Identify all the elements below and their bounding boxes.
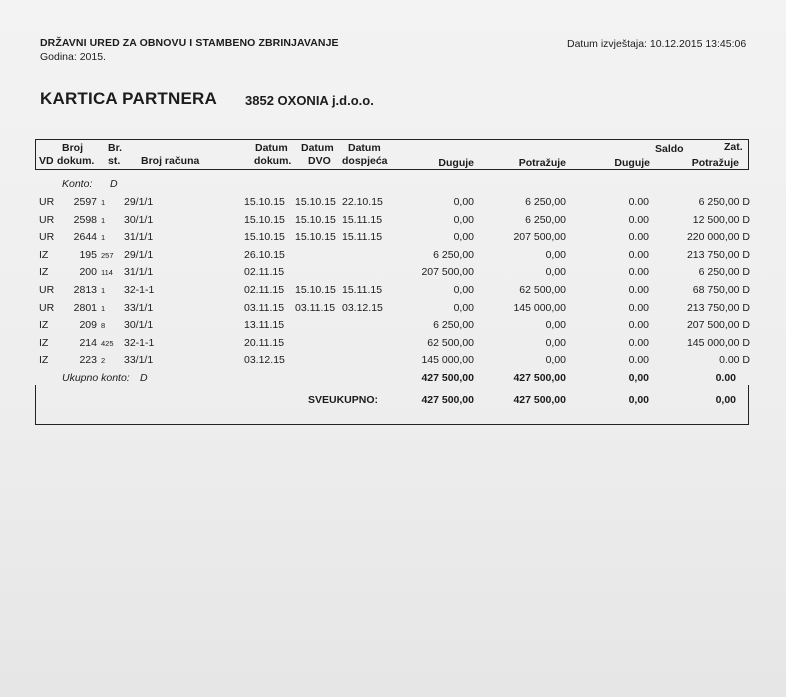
row-datum-dok: 15.10.15 — [244, 196, 285, 208]
sveukupno-label: SVEUKUPNO: — [308, 394, 379, 406]
row-racun: 29/1/1 — [124, 196, 154, 208]
sveukupno-potrazuje: 427 500,00 — [513, 394, 566, 406]
col-saldo-potrazuje: Potražuje — [691, 157, 739, 169]
row-potrazuje: 0,00 — [545, 248, 566, 261]
row-racun: 33/1/1 — [124, 354, 154, 367]
row-duguje: 0,00 — [453, 284, 474, 296]
row-duguje: 6 250,00 — [433, 319, 474, 332]
col-br-bottom: st. — [108, 155, 121, 167]
row-datum-dosp: 15.11.15 — [342, 213, 383, 226]
partner-name: 3852 OXONIA j.d.o.o. — [245, 93, 374, 108]
row-st: 1 — [101, 198, 106, 207]
row-potrazuje: 6 250,00 — [525, 213, 566, 226]
row-racun: 30/1/1 — [124, 213, 154, 226]
row-vd: UR — [39, 196, 55, 208]
row-vd: UR — [39, 231, 55, 244]
ukupno-potrazuje: 427 500,00 — [513, 372, 566, 384]
row-saldo-duguje: 0.00 — [628, 266, 649, 279]
row-saldo-potrazuje: 220 000,00 D — [686, 231, 750, 244]
row-saldo-duguje: 0.00 — [628, 248, 649, 261]
row-potrazuje: 207 500,00 — [513, 231, 566, 244]
row-saldo-duguje: 0.00 — [628, 301, 649, 314]
row-duguje: 0,00 — [453, 196, 474, 208]
row-racun: 32-1-1 — [124, 336, 155, 349]
row-saldo-potrazuje: 0.00 D — [719, 354, 750, 367]
row-datum-dosp: 03.12.15 — [342, 301, 383, 314]
row-st: 1 — [101, 233, 106, 243]
row-st: 1 — [101, 215, 106, 225]
row-datum-dvo: 15.10.15 — [295, 284, 336, 296]
row-potrazuje: 0,00 — [545, 354, 566, 367]
row-saldo-potrazuje: 6 250,00 D — [698, 266, 750, 279]
row-broj: 2598 — [73, 213, 97, 226]
sveukupno-saldo-potrazuje: 0,00 — [715, 394, 736, 406]
row-broj: 195 — [79, 248, 97, 261]
konto-value: D — [110, 178, 118, 190]
fiscal-year: Godina: 2015. — [40, 51, 106, 63]
konto-label: Konto: — [62, 178, 93, 190]
col-datum-dvo-top: Datum — [301, 142, 334, 154]
row-datum-dok: 03.12.15 — [244, 354, 285, 367]
row-duguje: 6 250,00 — [433, 248, 474, 261]
col-saldo-duguje: Duguje — [614, 157, 650, 169]
col-datum-dok-top: Datum — [255, 142, 288, 154]
ukupno-konto: D — [140, 372, 148, 384]
row-racun: 31/1/1 — [124, 231, 154, 244]
row-potrazuje: 0,00 — [545, 266, 566, 279]
row-broj: 214 — [79, 336, 97, 349]
row-saldo-duguje: 0.00 — [628, 319, 649, 332]
col-datum-dosp-top: Datum — [348, 142, 381, 154]
row-duguje: 62 500,00 — [427, 336, 474, 349]
col-broj-bottom: dokum. — [57, 155, 95, 167]
row-saldo-duguje: 0.00 — [628, 284, 649, 296]
row-vd: IZ — [39, 354, 49, 367]
row-st: 114 — [101, 268, 113, 278]
col-broj-racuna: Broj računa — [141, 155, 200, 167]
row-datum-dosp: 22.10.15 — [342, 196, 383, 208]
row-datum-dvo: 15.10.15 — [295, 196, 336, 208]
row-duguje: 145 000,00 — [421, 354, 474, 367]
row-datum-dok: 15.10.15 — [244, 213, 285, 226]
col-broj-top: Broj — [62, 142, 83, 154]
row-racun: 31/1/1 — [124, 266, 154, 279]
row-datum-dok: 20.11.15 — [244, 336, 285, 349]
row-duguje: 0,00 — [453, 231, 474, 244]
row-saldo-potrazuje: 68 750,00 D — [692, 284, 750, 296]
row-datum-dosp: 15.11.15 — [342, 284, 383, 296]
col-datum-dvo-bottom: DVO — [308, 155, 331, 167]
row-broj: 2597 — [73, 196, 97, 208]
row-saldo-potrazuje: 145 000,00 D — [686, 336, 750, 349]
col-vd: VD — [39, 155, 54, 167]
row-potrazuje: 0,00 — [545, 319, 566, 332]
row-datum-dok: 15.10.15 — [244, 231, 285, 244]
row-potrazuje: 0,00 — [545, 336, 566, 349]
row-saldo-duguje: 0.00 — [628, 213, 649, 226]
row-saldo-potrazuje: 207 500,00 D — [686, 319, 750, 332]
col-potrazuje: Potražuje — [518, 157, 566, 169]
ukupno-saldo-potrazuje: 0.00 — [715, 372, 736, 384]
row-racun: 29/1/1 — [124, 248, 154, 261]
col-zat: Zat. — [724, 141, 743, 153]
row-datum-dok: 02.11.15 — [244, 266, 285, 279]
row-broj: 223 — [79, 354, 97, 367]
row-vd: UR — [39, 213, 55, 226]
row-broj: 200 — [79, 266, 97, 279]
row-vd: IZ — [39, 319, 49, 332]
row-vd: IZ — [39, 248, 49, 261]
row-datum-dok: 26.10.15 — [244, 248, 285, 261]
row-datum-dosp: 15.11.15 — [342, 231, 383, 244]
row-potrazuje: 6 250,00 — [525, 196, 566, 208]
row-datum-dvo: 15.10.15 — [295, 213, 336, 226]
row-saldo-potrazuje: 12 500,00 D — [692, 213, 750, 226]
row-duguje: 0,00 — [453, 213, 474, 226]
row-saldo-potrazuje: 213 750,00 D — [686, 301, 750, 314]
row-broj: 2813 — [73, 284, 97, 296]
sveukupno-duguje: 427 500,00 — [421, 394, 474, 406]
ukupno-saldo-duguje: 0,00 — [628, 372, 649, 384]
report-date: Datum izvještaja: 10.12.2015 13:45:06 — [567, 38, 747, 50]
row-datum-dvo: 15.10.15 — [295, 231, 336, 244]
row-broj: 209 — [79, 319, 97, 332]
row-vd: IZ — [39, 336, 49, 349]
row-st: 1 — [101, 286, 106, 295]
row-datum-dok: 03.11.15 — [244, 301, 285, 314]
row-st: 2 — [101, 356, 106, 366]
row-duguje: 207 500,00 — [421, 266, 474, 279]
row-datum-dok: 13.11.15 — [244, 319, 285, 332]
row-potrazuje: 62 500,00 — [519, 284, 566, 296]
row-saldo-potrazuje: 213 750,00 D — [686, 248, 750, 261]
col-saldo: Saldo — [655, 143, 684, 155]
row-saldo-duguje: 0.00 — [628, 231, 649, 244]
sveukupno-saldo-duguje: 0,00 — [628, 394, 649, 406]
col-duguje: Duguje — [438, 157, 474, 169]
row-broj: 2801 — [73, 301, 97, 314]
ukupno-duguje: 427 500,00 — [421, 372, 474, 384]
row-vd: UR — [39, 284, 55, 296]
row-st: 8 — [101, 321, 106, 331]
row-racun: 33/1/1 — [124, 301, 154, 314]
row-st: 257 — [101, 250, 114, 260]
row-datum-dok: 02.11.15 — [244, 284, 285, 296]
row-st: 425 — [101, 338, 114, 348]
row-st: 1 — [101, 303, 106, 313]
row-saldo-potrazuje: 6 250,00 D — [698, 196, 750, 208]
row-saldo-duguje: 0.00 — [628, 354, 649, 367]
col-br-top: Br. — [108, 142, 123, 154]
row-vd: UR — [39, 301, 55, 314]
row-racun: 30/1/1 — [124, 319, 154, 332]
col-datum-dok-bottom: dokum. — [254, 155, 292, 167]
row-racun: 32-1-1 — [124, 284, 155, 296]
page-title: KARTICA PARTNERA — [40, 89, 217, 108]
row-broj: 2644 — [73, 231, 97, 244]
row-duguje: 0,00 — [453, 301, 474, 314]
ukupno-label: Ukupno konto: — [62, 372, 130, 384]
row-vd: IZ — [39, 266, 49, 279]
row-datum-dvo: 03.11.15 — [295, 301, 336, 314]
row-saldo-duguje: 0.00 — [628, 196, 649, 208]
row-potrazuje: 145 000,00 — [513, 301, 566, 314]
organization-name: DRŽAVNI URED ZA OBNOVU I STAMBENO ZBRINJAVANJE — [40, 37, 339, 49]
row-saldo-duguje: 0.00 — [628, 336, 649, 349]
col-datum-dosp-bottom: dospjeća — [342, 155, 388, 167]
